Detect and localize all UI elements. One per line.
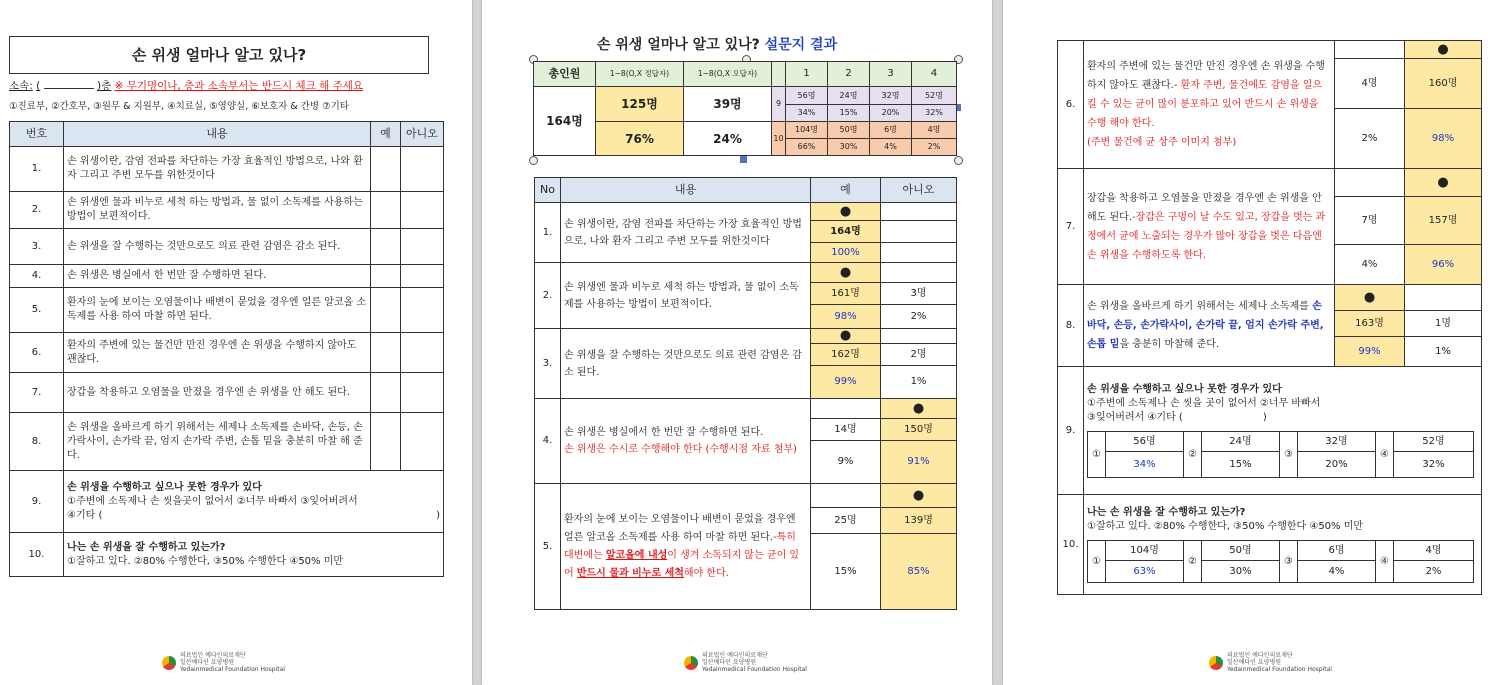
table-row: 7. 장갑을 착용하고 오염물을 만졌을 경우엔 손 위생을 안 해도 된다. [10, 373, 444, 413]
answer-yes-cell[interactable] [371, 192, 401, 229]
q9-results: ① 56명 ② 24명 ③ 32명 ④ 52명 34% 15% 20% 32% [1087, 431, 1474, 478]
q10-results: ① 104명 ② 50명 ③ 6명 ④ 4명 63% 30% 4% 2% [1087, 540, 1474, 583]
answer-yes-cell[interactable] [371, 333, 401, 373]
survey-title: 손 위생 얼마나 알고 있나? [9, 36, 429, 74]
table-row: 5. 환자의 눈에 보이는 오염물이나 배변이 묻었을 경우엔 얼른 알코올 소독제를 사용 하여 마찰 하면 된다. [10, 288, 444, 333]
results-table-continued: 6. 환자의 주변에 있는 물건만 만진 경우엔 손 위생을 수행하지 않아도 괜찮다.- 환자 주변, 물건에도 감염을 일으킬 수 있는 균이 많이 분포하고 있어 반드시 손 위생을 수행 해야 한다. (주변 물건에 균 상주 이미지 첨부) ● 4명 160명 2% 98% 7. 장갑을 착용하고 오염물을 만졌을 경우엔 손 위생을 안 해도 된다.-장갑은 구멍이 날 수도 있고, 장갑을 벗는 과정에서 균에 노출되는 경우가 많아 장갑을 벗은 다음엔 손 위생을 수행하도록 한다. ● 7명 157명 4% 96% 8. 손 위생을 올바르게 하기 위해서는 세제나 소독제를 손바닥, 손등, 손가락사이, 손가락 끝, 엄지 손가락 주변, 손톱 밑을 충분히 마찰해 준다. ● 163명 1명 99% 1% 9. 손 위생을 수행하고 싶으나 못한 경우가 있다 ①주변에 소독제나 손 씻을 곳이 없어서 ②너무 바빠서 ③잊어버려서 ④기타 ( ) ① 56명 ② 24명 ③ 32명 ④ 52명 34% 15% 20% 32% 10. 나는 손 위생을 잘 수행하고 있는가? ①잘하고 있다. ②80% 수행한다, ③50% 수행한다 ④50% 미만 ① 104명 ② 50명 ③ 6명 ④ 4명 63% 30% 4% 2% [1057, 40, 1482, 595]
table-row: 3. 손 위생을 잘 수행하는 것만으로도 의료 관련 감염은 감소 된다. [10, 229, 444, 265]
table-row: 9. 손 위생을 수행하고 싶으나 못한 경우가 있다 ①주변에 소독제나 손 씻을 곳이 없어서 ②너무 바빠서 ③잊어버려서 ④기타 ( ) ① 56명 ② 24명 ③ 32명 ④ 52명 34% 15% 20% 32% [1058, 367, 1482, 495]
header-no: 번호 [10, 122, 64, 147]
notice-text: ※ 무기명이나, 층과 소속부서는 반드시 체크 해 주세요 [114, 80, 364, 92]
answer-no-cell[interactable] [401, 265, 444, 288]
header-no-answer: 아니오 [401, 122, 444, 147]
answer-mark: ● [811, 263, 881, 283]
answer-no-cell[interactable] [401, 333, 444, 373]
results-table: No 내용 예 아니오 1. 손 위생이란, 감염 전파를 차단하는 가장 효율적인 방법으로, 나와 환자 그리고 주변 모두를 위한것이다 ● 164명 100% 2. 손 위생엔 물과 비누로 세척 하는 방법과, 물 없이 소독제를 사용하는 방법이 보편적이다. ● 161명 3명 98% 2% 3. 손 위생을 잘 수행하는 것만으로도 의료 관련 감염은 감소 된다. ● 162명 2명 99% 1% 4. 손 위생은 병실에서 한 번만 잘 수행하면 된다. 손 위생은 수시로 수행해야 한다 (수행시점 자료 첨부) ● 14명 150명 9% 91% 5. 환자의 눈에 보이는 오염물이나 배변이 묻었을 경우엔 얼른 알코올 소독제를 사용 하여 마찰 하면 된다.-특히 대변에는 알코올에 내성이 생겨 소독되지 않는 균이 있어 반드시 물과 비누로 세척해야 한다. ● 25명 139명 15% 85% [534, 177, 957, 610]
table-row: 2. 손 위생엔 물과 비누로 세척 하는 방법과, 물 없이 소독제를 사용하는 방법이 보편적이다. [10, 192, 444, 229]
answer-yes-cell[interactable] [371, 373, 401, 413]
page-survey-results-continued [1003, 0, 1488, 685]
table-row: 6. 환자의 주변에 있는 물건만 만진 경우엔 손 위생을 수행하지 않아도 괜찮다.- 환자 주변, 물건에도 감염을 일으킬 수 있는 균이 많이 분포하고 있어 반드시 손 위생을 수행 해야 한다. (주변 물건에 균 상주 이미지 첨부) ● [1058, 41, 1482, 59]
answer-no-cell[interactable] [401, 413, 444, 471]
answer-no-cell[interactable] [401, 192, 444, 229]
table-row: 2. 손 위생엔 물과 비누로 세척 하는 방법과, 물 없이 소독제를 사용하는 방법이 보편적이다. ● [535, 263, 957, 283]
table-anchor-icon[interactable] [740, 156, 747, 163]
total-count: 164명 [534, 87, 596, 156]
table-row: 9. 손 위생을 수행하고 싶으나 못한 경우가 있다 ①주변에 소독제나 손 씻을곳이 없어서 ②너무 바빠서 ③잊어버려서 ④기타 ( ) [10, 471, 444, 533]
page-survey-results [482, 0, 992, 685]
answer-yes-cell[interactable] [371, 229, 401, 265]
answer-mark: ● [881, 399, 957, 419]
logo-mark-icon [1209, 656, 1223, 670]
dept-line: 소속: ( )층 ※ 무기명이나, 층과 소속부서는 반드시 체크 해 주세요 [9, 80, 364, 92]
answer-yes-cell[interactable] [371, 147, 401, 192]
table-row: 4. 손 위생은 병실에서 한 번만 잘 수행하면 된다. 손 위생은 수시로 수행해야 한다 (수행시점 자료 첨부) ● [535, 399, 957, 419]
survey-table [9, 121, 444, 577]
resize-handle-icon[interactable] [954, 156, 963, 165]
answer-no-cell[interactable] [401, 147, 444, 192]
table-row: 10. 나는 손 위생을 잘 수행하고 있는가? ①잘하고 있다. ②80% 수행한다, ③50% 수행한다 ④50% 미만 [10, 533, 444, 577]
answer-no-cell[interactable] [401, 288, 444, 333]
answer-no-cell[interactable] [401, 229, 444, 265]
table-row: 1. 손 위생이란, 감염 전파를 차단하는 가장 효율적인 방법으로, 나와 환자 그리고 주변 모두를 위한것이다 [10, 147, 444, 192]
logo-mark-icon [684, 656, 698, 670]
table-row: 8. 손 위생을 올바르게 하기 위해서는 세제나 소독제를 손바닥, 손등, 손가락사이, 손가락 끝, 엄지 손가락 주변, 손톱 밑을 충분히 마찰 해 준다. [10, 413, 444, 471]
table-row: 3. 손 위생을 잘 수행하는 것만으로도 의료 관련 감염은 감소 된다. ● [535, 329, 957, 344]
answer-mark: ● [1405, 41, 1482, 59]
answer-mark: ● [811, 203, 881, 221]
results-title: 손 위생 얼마나 알고 있나? 설문지 결과 [596, 37, 838, 53]
answer-yes-cell[interactable] [371, 288, 401, 333]
table-row: 8. 손 위생을 올바르게 하기 위해서는 세제나 소독제를 손바닥, 손등, 손가락사이, 손가락 끝, 엄지 손가락 주변, 손톱 밑을 충분히 마찰해 준다. ● [1058, 285, 1482, 311]
resize-handle-icon[interactable] [529, 156, 538, 165]
summary-table: 총인원 1~8(O,X 정답자) 1~8(O,X 오답자) 1 2 3 4 164명 125명 39명 9 56명 24명 32명 52명 34% 15% 20% 32% 76% 24% 10 104명 50명 6명 4명 66% 30% 4% 2% [533, 61, 957, 156]
header-content: 내용 [64, 122, 371, 147]
table-row: 4. 손 위생은 병실에서 한 번만 잘 수행하면 된다. [10, 265, 444, 288]
answer-mark: ● [881, 484, 957, 508]
answer-no-cell[interactable] [401, 373, 444, 413]
hospital-logo: 의료법인 예다인의료재단 일산예다인 요양병원 Yedainmedical Foundation Hospital [684, 652, 807, 673]
answer-yes-cell[interactable] [371, 413, 401, 471]
table-row: 10. 나는 손 위생을 잘 수행하고 있는가? ①잘하고 있다. ②80% 수행한다, ③50% 수행한다 ④50% 미만 ① 104명 ② 50명 ③ 6명 ④ 4명 63% 30% 4% 2% [1058, 495, 1482, 595]
hospital-logo: 의료법인 예다인의료재단 일산예다인 요양병원 Yedainmedical Foundation Hospital [162, 652, 285, 673]
table-row: 7. 장갑을 착용하고 오염물을 만졌을 경우엔 손 위생을 안 해도 된다.-장갑은 구멍이 날 수도 있고, 장갑을 벗는 과정에서 균에 노출되는 경우가 많아 장갑을 벗은 다음엔 손 위생을 수행하도록 한다. ● [1058, 169, 1482, 197]
table-row: 6. 환자의 주변에 있는 물건만 만진 경우엔 손 위생을 수행하지 않아도 괜찮다. [10, 333, 444, 373]
role-options: ①진료부, ②간호부, ③원무 & 지원부, ④치료실, ⑤영양실, ⑥보호자 & 간병 ⑦기타 [9, 101, 349, 112]
answer-mark: ● [1335, 285, 1405, 311]
page-survey-form [0, 0, 472, 685]
answer-mark: ● [811, 329, 881, 344]
logo-mark-icon [162, 656, 176, 670]
header-yes: 예 [371, 122, 401, 147]
table-row: 1. 손 위생이란, 감염 전파를 차단하는 가장 효율적인 방법으로, 나와 환자 그리고 주변 모두를 위한것이다 ● [535, 203, 957, 221]
table-row: 5. 환자의 눈에 보이는 오염물이나 배변이 묻었을 경우엔 얼른 알코올 소독제를 사용 하여 마찰 하면 된다.-특히 대변에는 알코올에 내성이 생겨 소독되지 않는 균이 있어 반드시 물과 비누로 세척해야 한다. ● [535, 484, 957, 508]
hospital-logo: 의료법인 예다인의료재단 일산예다인 요양병원 Yedainmedical Foundation Hospital [1209, 652, 1332, 673]
answer-mark: ● [1405, 169, 1482, 197]
answer-yes-cell[interactable] [371, 265, 401, 288]
